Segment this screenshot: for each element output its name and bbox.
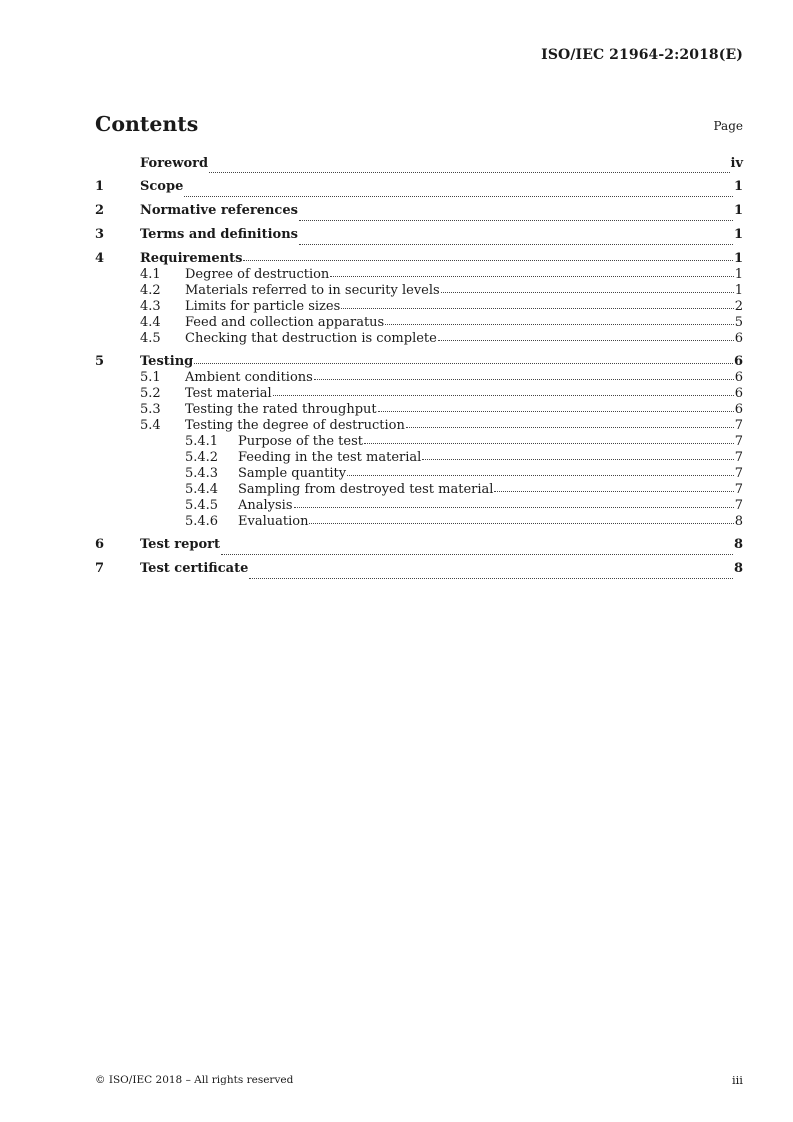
toc-entry[interactable] [95,315,743,331]
dot-leader [273,395,734,396]
toc-entry-page: 1 [733,179,743,194]
toc-entry[interactable] [95,283,743,299]
section-gap [95,530,743,537]
toc-entry-number: 7 [95,561,105,576]
toc-entry-number: 4.5 [140,331,161,346]
dot-leader [184,196,733,197]
toc-entry-number: 5.4.5 [185,498,219,513]
dot-leader [221,554,733,555]
toc-entry-page: 1 [733,227,743,242]
toc-entry-number: 5.4.3 [185,466,219,481]
toc-entry-page: 1 [733,251,743,266]
toc-entry-page: 8 [734,514,743,529]
toc-entry-page: iv [730,156,743,171]
dot-leader [330,276,733,277]
toc-entry-title: Purpose of the test [238,434,363,449]
toc-entry-number: 3 [95,227,105,242]
toc-entry-title: Requirements [140,251,243,266]
dot-leader [243,260,732,261]
page-title: Contents [95,112,199,136]
toc-entry-number: 5.1 [140,370,161,385]
toc-entry-page: 6 [734,370,743,385]
toc-entry-page: 6 [733,354,743,369]
toc-entry[interactable] [95,331,743,347]
toc-entry[interactable] [95,466,743,482]
dot-leader [406,427,734,428]
toc-entry[interactable] [95,537,743,561]
dot-leader [347,475,734,476]
toc-entry-page: 1 [734,267,743,282]
toc-entry[interactable] [95,251,743,267]
dot-leader [294,507,734,508]
dot-leader [364,443,734,444]
toc-entry-page: 7 [734,418,743,433]
dot-leader [249,578,733,579]
toc-entry[interactable] [95,434,743,450]
toc-entry[interactable] [95,203,743,227]
dot-leader [314,379,734,380]
toc-entry-page: 6 [734,331,743,346]
toc-entry-number: 4 [95,251,105,266]
toc-entry-title: Feeding in the test material [238,450,422,465]
dot-leader [378,411,734,412]
toc-entry-number: 4.2 [140,283,161,298]
section-gap [95,347,743,354]
dot-leader [299,220,733,221]
toc-entry-number: 1 [95,179,105,194]
toc-entry-page: 7 [734,466,743,481]
toc-entry[interactable] [95,370,743,386]
toc-entry-number: 5.4.1 [185,434,219,449]
toc-entry-page: 7 [734,434,743,449]
toc-entry-number: 5.2 [140,386,161,401]
toc-entry-title: Limits for particle sizes [185,299,341,314]
toc-entry-title: Sampling from destroyed test material [238,482,494,497]
toc-entry-title: Testing the degree of destruction [185,418,405,433]
dot-leader [341,308,733,309]
toc-entry-title: Test material [185,386,272,401]
toc-entry[interactable] [95,299,743,315]
toc-entry-number: 6 [95,537,105,552]
toc-entry[interactable] [95,498,743,514]
toc-entry[interactable] [95,267,743,283]
toc-entry[interactable] [95,179,743,203]
toc-entry[interactable] [95,227,743,251]
toc-entry-number: 4.1 [140,267,161,282]
page-column-label: Page [713,119,743,133]
toc-entry-number: 5.4.2 [185,450,219,465]
toc-entry[interactable] [95,450,743,466]
toc-entry-title: Sample quantity [238,466,347,481]
toc-entry-title: Analysis [238,498,293,513]
page-number: iii [731,1073,743,1087]
toc-entry[interactable] [95,402,743,418]
dot-leader [299,244,733,245]
document-id: ISO/IEC 21964-2:2018(E) [541,47,743,63]
toc-entry-number: 2 [95,203,105,218]
toc-entry-title: Degree of destruction [185,267,330,282]
toc-entry-number: 5 [95,354,105,369]
toc-entry[interactable] [95,514,743,530]
toc-entry-number: 5.3 [140,402,161,417]
toc-entry-title: Ambient conditions [185,370,313,385]
toc-entry-page: 7 [734,482,743,497]
toc-entry[interactable] [95,386,743,402]
toc-entry-title: Materials referred to in security levels [185,283,440,298]
toc-entry-title: Scope [140,179,184,194]
toc-entry[interactable] [95,418,743,434]
dot-leader [385,324,734,325]
toc-entry-page: 2 [734,299,743,314]
toc-entry-title: Terms and definitions [140,227,298,242]
dot-leader [309,523,733,524]
toc-entry-number: 4.4 [140,315,161,330]
dot-leader [441,292,734,293]
toc-entry[interactable] [95,482,743,498]
toc-entry-page: 7 [734,498,743,513]
copyright-notice: © ISO/IEC 2018 – All rights reserved [95,1074,294,1086]
toc-entry-page: 8 [733,561,743,576]
toc-entry-number: 4.3 [140,299,161,314]
toc-entry-page: 6 [734,386,743,401]
dot-leader [209,172,729,173]
table-of-contents [95,156,743,585]
toc-entry-title: Evaluation [238,514,309,529]
dot-leader [422,459,733,460]
toc-entry-title: Test certificate [140,561,249,576]
dot-leader [494,491,733,492]
toc-entry[interactable] [95,354,743,370]
toc-entry[interactable] [95,156,743,179]
toc-entry-title: Normative references [140,203,298,218]
toc-entry-page: 8 [733,537,743,552]
dot-leader [194,363,733,364]
toc-entry-page: 5 [734,315,743,330]
toc-entry-title: Test report [140,537,221,552]
toc-entry-number: 5.4.6 [185,514,219,529]
toc-entry-page: 1 [734,283,743,298]
toc-entry-title: Testing [140,354,194,369]
toc-entry-page: 1 [733,203,743,218]
toc-entry-title: Testing the rated throughput [185,402,377,417]
toc-entry-number: 5.4 [140,418,161,433]
toc-entry[interactable] [95,561,743,585]
dot-leader [438,340,734,341]
toc-entry-number: 5.4.4 [185,482,219,497]
toc-entry-page: 6 [734,402,743,417]
toc-entry-title: Checking that destruction is complete [185,331,437,346]
toc-entry-title: Foreword [140,156,209,171]
toc-entry-title: Feed and collection apparatus [185,315,385,330]
toc-entry-page: 7 [734,450,743,465]
